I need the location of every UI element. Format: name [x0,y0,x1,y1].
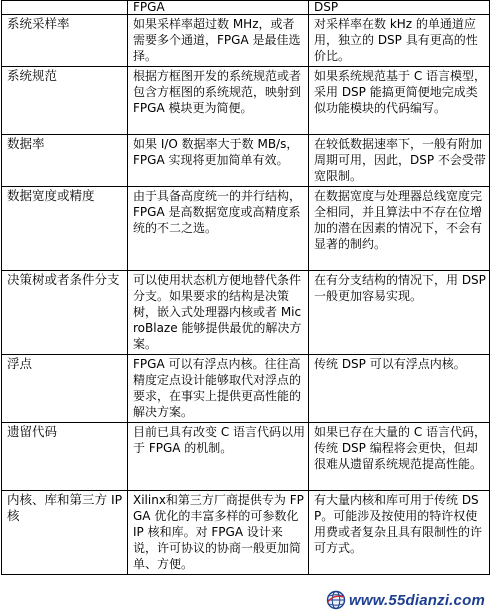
row-label: 系统规范 [2,67,128,135]
table-row [2,67,490,135]
header-cell-aspect [2,1,128,15]
dsp-cell: 对采样率在数 kHz 的单通道应用，独立的 DSP 具有更高的性价比。 [309,15,490,67]
dsp-cell: 如果系统规范基于 C 语言模型，采用 DSP 能搞更简便地完成类似功能模块的代码编写。 [309,67,490,135]
row-label: 系统采样率 [2,15,128,67]
fpga-dsp-comparison-table [1,0,490,575]
globe-logo-icon [326,590,346,610]
row-label: 数据宽度或精度 [2,187,128,271]
fpga-cell: 由于具备高度统一的并行结构，FPGA 是高数据宽度或高精度系统的不二之选。 [128,187,309,271]
fpga-cell: 根据方框图开发的系统规范或者包含方框图的系统规范，映射到 FPGA 模块更为简便。 [128,67,309,135]
fpga-cell: Xilinx和第三方厂商提供专为 FPGA 优化的丰富多样的可参数化 IP 核和库。对 FPGA 设计来说，许可协议的协商一般更加简单、方便。 [128,491,309,575]
dsp-cell: 有大量内核和库可用于传统 DSP。可能涉及按使用的特许权使用费或者复杂且具有限制性的许可方式。 [309,491,490,575]
row-label: 遗留代码 [2,423,128,491]
row-label: 内核、库和第三方 IP 核 [2,491,128,575]
dsp-cell: 如果已存在大量的 C 语言代码，传统 DSP 编程将会更快，但却很难从遗留系统规范提高性能。 [309,423,490,491]
header-cell-dsp: DSP [309,1,490,15]
table-row [2,355,490,423]
row-label: 浮点 [2,355,128,423]
table-row [2,491,490,575]
table-header-row [2,1,490,15]
header-cell-fpga: FPGA [128,1,309,15]
fpga-cell: 目前已具有改变 C 语言代码以用于 FPGA 的机制。 [128,423,309,491]
table-row [2,271,490,355]
fpga-cell: 如果 I/O 数据率大于数 MB/s，FPGA 实现将更加简单有效。 [128,135,309,187]
table-row [2,423,490,491]
dsp-cell: 在有分支结构的情况下，用 DSP 一般更加容易实现。 [309,271,490,355]
table-row [2,187,490,271]
dsp-cell: 传统 DSP 可以有浮点内核。 [309,355,490,423]
dsp-cell: 在较低数据速率下，一般有附加周期可用，因此，DSP 不会受带宽限制。 [309,135,490,187]
fpga-cell: 可以使用状态机方便地替代条件分支。如果要求的结构是决策树，嵌入式处理器内核或者 MicroBlaze 能够提供最优的解决方案。 [128,271,309,355]
dsp-cell: 在数据宽度与处理器总线宽度完全相同，并且算法中不存在位增加的潜在因素的情况下，不会有显著的制约。 [309,187,490,271]
fpga-cell: 如果采样率超过数 MHz，或者需要多个通道，FPGA 是最佳选择。 [128,15,309,67]
watermark-text: www.55dianzi.com [348,591,485,609]
table-row [2,15,490,67]
fpga-cell: FPGA 可以有浮点内核。往往高精度定点设计能够取代对浮点的要求，在事实上提供更高性能的解决方案。 [128,355,309,423]
row-label: 决策树或者条件分支 [2,271,128,355]
row-label: 数据率 [2,135,128,187]
site-watermark [322,589,487,611]
table-row [2,135,490,187]
